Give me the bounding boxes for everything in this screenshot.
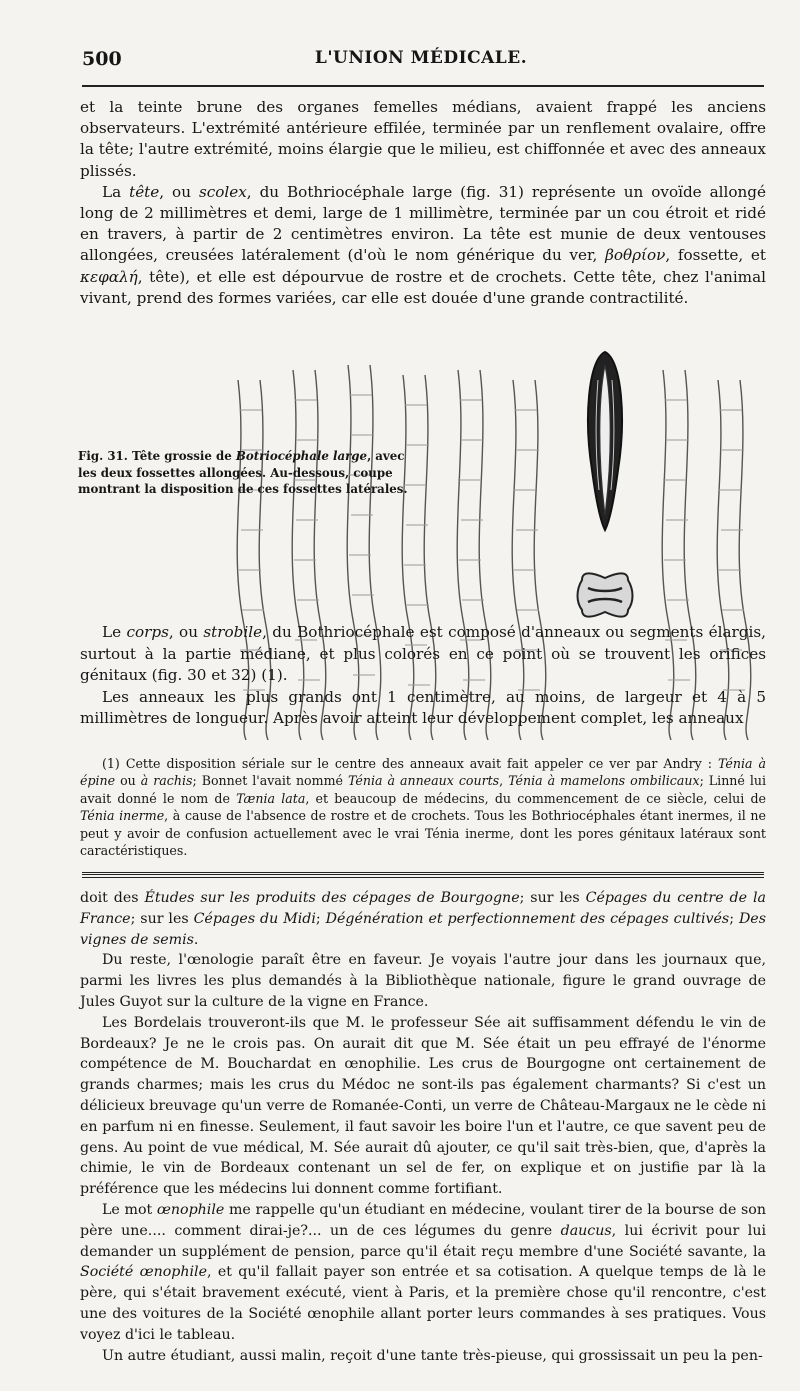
scolex-cross-section — [578, 573, 633, 616]
feuilleton-paragraph-4: Le mot œnophile me rappelle qu'un étudiant en médecine, voulant tirer de la bourse de son père une.... comment dirai-je?... un de ces légumes du genre daucus, lui écrivit pour lui demander un supplément de pension, parce qu'il était reçu membre d'une Société savante, la Société œnophile, et qu'il fallait payer son entrée et sa cotisation. A quelque temps de là le père, qui s'était bravement exécuté, vient à Paris, et la première chose qu'il rencontre, c'est une des voitures de la Société œnophile allant porter leurs commandes à ses pratiques. Vous voyez d'ici le tableau. — [80, 1201, 766, 1343]
header-rule — [82, 85, 764, 87]
body-top — [80, 97, 766, 309]
feuilleton-paragraph-5: Un autre étudiant, aussi malin, reçoit d'une tante très-pieuse, qui grossissait un peu la pen- — [102, 1347, 763, 1364]
page-number: 500 — [82, 48, 122, 70]
paragraph-corps: Le corps, ou strobile, du Bothriocéphale est composé d'anneaux ou segments élargis, surtout à la partie médiane, et plus colorés en ce point où se trouvent les orifices génitaux (fig. 30 et 32) (1). — [80, 623, 766, 684]
footnote: (1) Cette disposition sériale sur le centre des anneaux avait fait appeler ce ver par Andry : Ténia à épine ou à rachis; Bonnet l'avait nommé Ténia à anneaux courts, Ténia à mamelons ombilicaux; Linné lui avait donné le nom de Tænia lata, et beaucoup de médecins, du commencement de ce siècle, celui de Ténia inerme, à cause de l'absence de rostre et de crochets. Tous les Bothriocéphales étant inermes, il ne peut y avoir de confusion actuellement avec le vrai Ténia inerme, dont les pores génitaux latéraux sont caractéristiques. — [80, 756, 767, 859]
feuilleton-rule — [82, 872, 764, 878]
figure-caption: Fig. 31. Tête grossie de Botriocéphale large, avec les deux fossettes allongées. Au-dessous, coupe montrant la disposition de ces fossettes latérales. — [78, 449, 408, 496]
feuilleton-paragraph-3: Les Bordelais trouveront-ils que M. le professeur Sée ait suffisamment défendu le vin de Bordeaux? Je ne le crois pas. On aurait dit que M. Sée était un peu effrayé de l'énorme compétence de M. Bouchardat en œnophilie. Les crus de Bourgogne ont certainement de grands charmes; mais les crus du Médoc ne sont-ils pas également charmants? Si c'est un délicieux breuvage qu'un verre de Romanée-Conti, un verre de Château-Margaux ne le cède ni en parfum ni en finesse. Seulement, il faut savoir les boire l'un et l'autre, ce que savent peu de gens. Au point de vue médical, M. Sée aurait dû ajouter, ce qu'il sait très-bien, que, d'après la chimie, le vin de Bordeaux contenant un sel de fer, on explique et on justifie par là la préférence que les médecins lui donnent comme fortifiant. — [80, 1014, 766, 1198]
term-corps: corps — [126, 623, 169, 641]
term-strobile: strobile — [203, 623, 263, 641]
paragraph-anneaux: Les anneaux les plus grands ont 1 centimètre, au moins, de largeur et 4 à 5 millimètres de longueur. Après avoir atteint leur développement complet, les anneaux — [80, 687, 766, 727]
body-middle — [80, 622, 766, 730]
feuilleton-paragraph-2: Du reste, l'œnologie paraît être en faveur. Je voyais l'autre jour dans les journaux que, parmi les livres les plus demandés à la Bibliothèque nationale, figure le grand ouvrage de Jules Guyot sur la culture de la vigne en France. — [80, 952, 766, 1010]
term-tete: tête — [129, 182, 160, 201]
caption-species-name: Botriocéphale large — [235, 449, 368, 463]
scolex-head — [588, 352, 622, 530]
term-scolex: scolex — [198, 182, 247, 201]
greek-bothrion: βοθρίον — [605, 246, 666, 265]
feuilleton — [80, 888, 766, 1366]
running-title: L'UNION MÉDICALE. — [314, 48, 528, 68]
paragraph-coloration: et la teinte brune des organes femelles médians, avaient frappé les anciens observateurs. L'extrémité antérieure effilée, terminée par un renflement ovalaire, offre la tête; l'autre extrémité, moins élargie que le milieu, est chiffonnée et avec des anneaux plissés. — [80, 98, 766, 180]
page-header — [82, 48, 760, 78]
greek-kephale: κεφαλή — [80, 267, 138, 286]
paragraph-tete: La tête, ou scolex, du Bothriocéphale large (fig. 31) représente un ovoïde allongé long de 2 millimètres et demi, large de 1 millimètre, terminée par un cou étroit et ridé en travers, à partir de 2 centimètres environ. La tête est munie de deux ventouses allongées, creusées latéralement (d'où le nom générique du ver, βοθρίον, fossette, et κεφαλή, tête), et elle est dépourvue de rostre et de crochets. Cette tête, chez l'animal vivant, prend des formes variées, car elle est douée d'une grande contractilité. — [80, 182, 767, 307]
feuilleton-paragraph-1: doit des Études sur les produits des cépages de Bourgogne; sur les Cépages du centre de la France; sur les Cépages du Midi; Dégénération et perfectionnement des cépages cultivés; Des vignes de semis. — [80, 890, 766, 948]
